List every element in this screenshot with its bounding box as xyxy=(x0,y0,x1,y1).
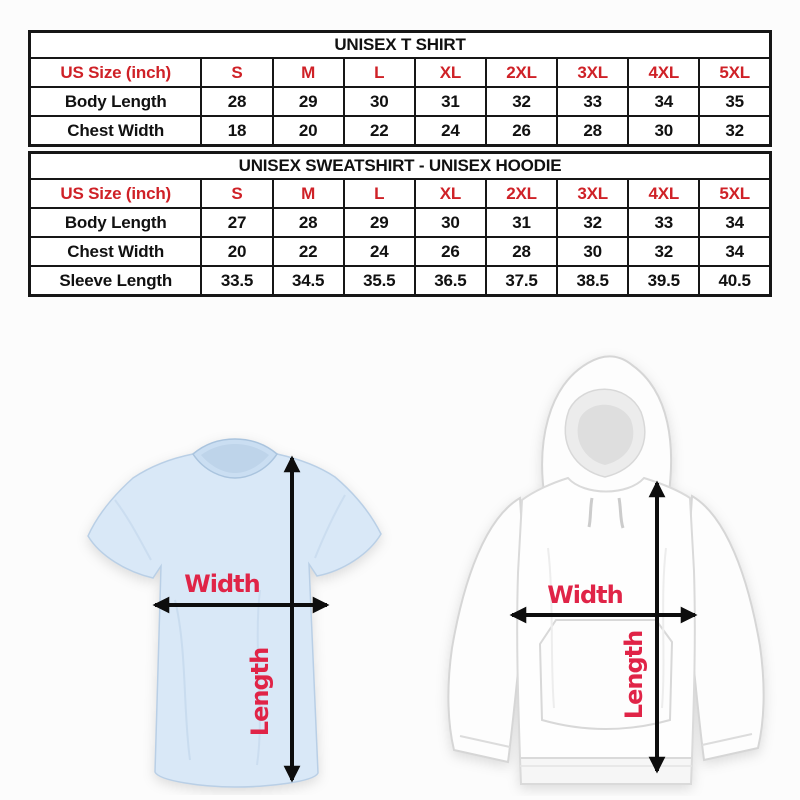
measurement-value: 30 xyxy=(344,87,415,116)
measurement-value: 22 xyxy=(273,237,344,266)
size-row xyxy=(30,266,771,296)
tshirt-width-label: Width xyxy=(184,570,260,598)
size-unit-header: US Size (inch) xyxy=(30,58,202,87)
hoodie-hem-band xyxy=(520,758,692,784)
measurement-value: 28 xyxy=(486,237,557,266)
measurement-label: Body Length xyxy=(30,208,202,237)
measurement-value: 33 xyxy=(628,208,699,237)
measurement-value: 34 xyxy=(699,208,770,237)
tshirt-size-table xyxy=(28,30,772,147)
size-unit-header: US Size (inch) xyxy=(30,179,202,208)
measurement-value: 35 xyxy=(699,87,770,116)
measurement-label: Sleeve Length xyxy=(30,266,202,296)
measurement-value: 38.5 xyxy=(557,266,628,296)
measurement-label: Chest Width xyxy=(30,237,202,266)
measurement-value: 20 xyxy=(273,116,344,146)
size-col-header: XL xyxy=(415,58,486,87)
hoodie-length-label: Length xyxy=(620,630,648,720)
measurement-value: 24 xyxy=(344,237,415,266)
measurement-value: 29 xyxy=(344,208,415,237)
hoodie-image xyxy=(448,356,763,784)
measurement-value: 28 xyxy=(201,87,272,116)
tshirt-length-label: Length xyxy=(246,647,274,737)
size-col-header: 2XL xyxy=(486,58,557,87)
measurement-value: 32 xyxy=(486,87,557,116)
hoodie-pocket xyxy=(540,620,672,729)
measurement-value: 39.5 xyxy=(628,266,699,296)
size-row xyxy=(30,116,771,146)
measurement-value: 33 xyxy=(557,87,628,116)
size-col-header: 5XL xyxy=(699,58,770,87)
size-col-header: 5XL xyxy=(699,179,770,208)
hoodie-width-label: Width xyxy=(547,581,623,609)
size-col-header: 4XL xyxy=(628,179,699,208)
measurement-value: 34 xyxy=(699,237,770,266)
measurement-value: 24 xyxy=(415,116,486,146)
hoodie-size-table xyxy=(28,151,772,297)
measurement-value: 20 xyxy=(201,237,272,266)
size-col-header: M xyxy=(273,58,344,87)
measurement-value: 32 xyxy=(699,116,770,146)
size-row xyxy=(30,208,771,237)
measurement-value: 26 xyxy=(415,237,486,266)
size-row xyxy=(30,87,771,116)
measurement-value: 26 xyxy=(486,116,557,146)
measurement-value: 35.5 xyxy=(344,266,415,296)
measurement-value: 30 xyxy=(415,208,486,237)
table-title: UNISEX T SHIRT xyxy=(30,32,771,59)
size-col-header: 2XL xyxy=(486,179,557,208)
measurement-value: 30 xyxy=(557,237,628,266)
measurement-value: 31 xyxy=(415,87,486,116)
measurement-value: 28 xyxy=(557,116,628,146)
size-col-header: M xyxy=(273,179,344,208)
tshirt-image xyxy=(88,439,381,787)
size-col-header: 4XL xyxy=(628,58,699,87)
size-col-header: 3XL xyxy=(557,179,628,208)
measurement-value: 40.5 xyxy=(699,266,770,296)
size-col-header: L xyxy=(344,179,415,208)
size-row xyxy=(30,237,771,266)
measurement-value: 31 xyxy=(486,208,557,237)
measurement-value: 37.5 xyxy=(486,266,557,296)
hoodie-right-sleeve xyxy=(686,496,764,760)
measurement-value: 18 xyxy=(201,116,272,146)
size-col-header: S xyxy=(201,58,272,87)
measurement-label: Chest Width xyxy=(30,116,202,146)
hoodie-left-sleeve xyxy=(448,498,526,762)
measurement-label: Body Length xyxy=(30,87,202,116)
measurement-value: 33.5 xyxy=(201,266,272,296)
measurement-value: 29 xyxy=(273,87,344,116)
hoodie-measurement-diagram xyxy=(420,348,792,796)
measurement-value: 36.5 xyxy=(415,266,486,296)
measurement-value: 27 xyxy=(201,208,272,237)
size-col-header: S xyxy=(201,179,272,208)
measurement-value: 34 xyxy=(628,87,699,116)
tshirt-measurement-diagram xyxy=(55,420,400,795)
size-tables xyxy=(28,30,772,301)
size-col-header: 3XL xyxy=(557,58,628,87)
measurement-value: 28 xyxy=(273,208,344,237)
measurement-value: 32 xyxy=(557,208,628,237)
measurement-value: 34.5 xyxy=(273,266,344,296)
tshirt-body-shape xyxy=(88,454,381,787)
measurement-value: 30 xyxy=(628,116,699,146)
measurement-value: 32 xyxy=(628,237,699,266)
table-title: UNISEX SWEATSHIRT - UNISEX HOODIE xyxy=(30,153,771,180)
size-col-header: XL xyxy=(415,179,486,208)
size-col-header: L xyxy=(344,58,415,87)
measurement-value: 22 xyxy=(344,116,415,146)
